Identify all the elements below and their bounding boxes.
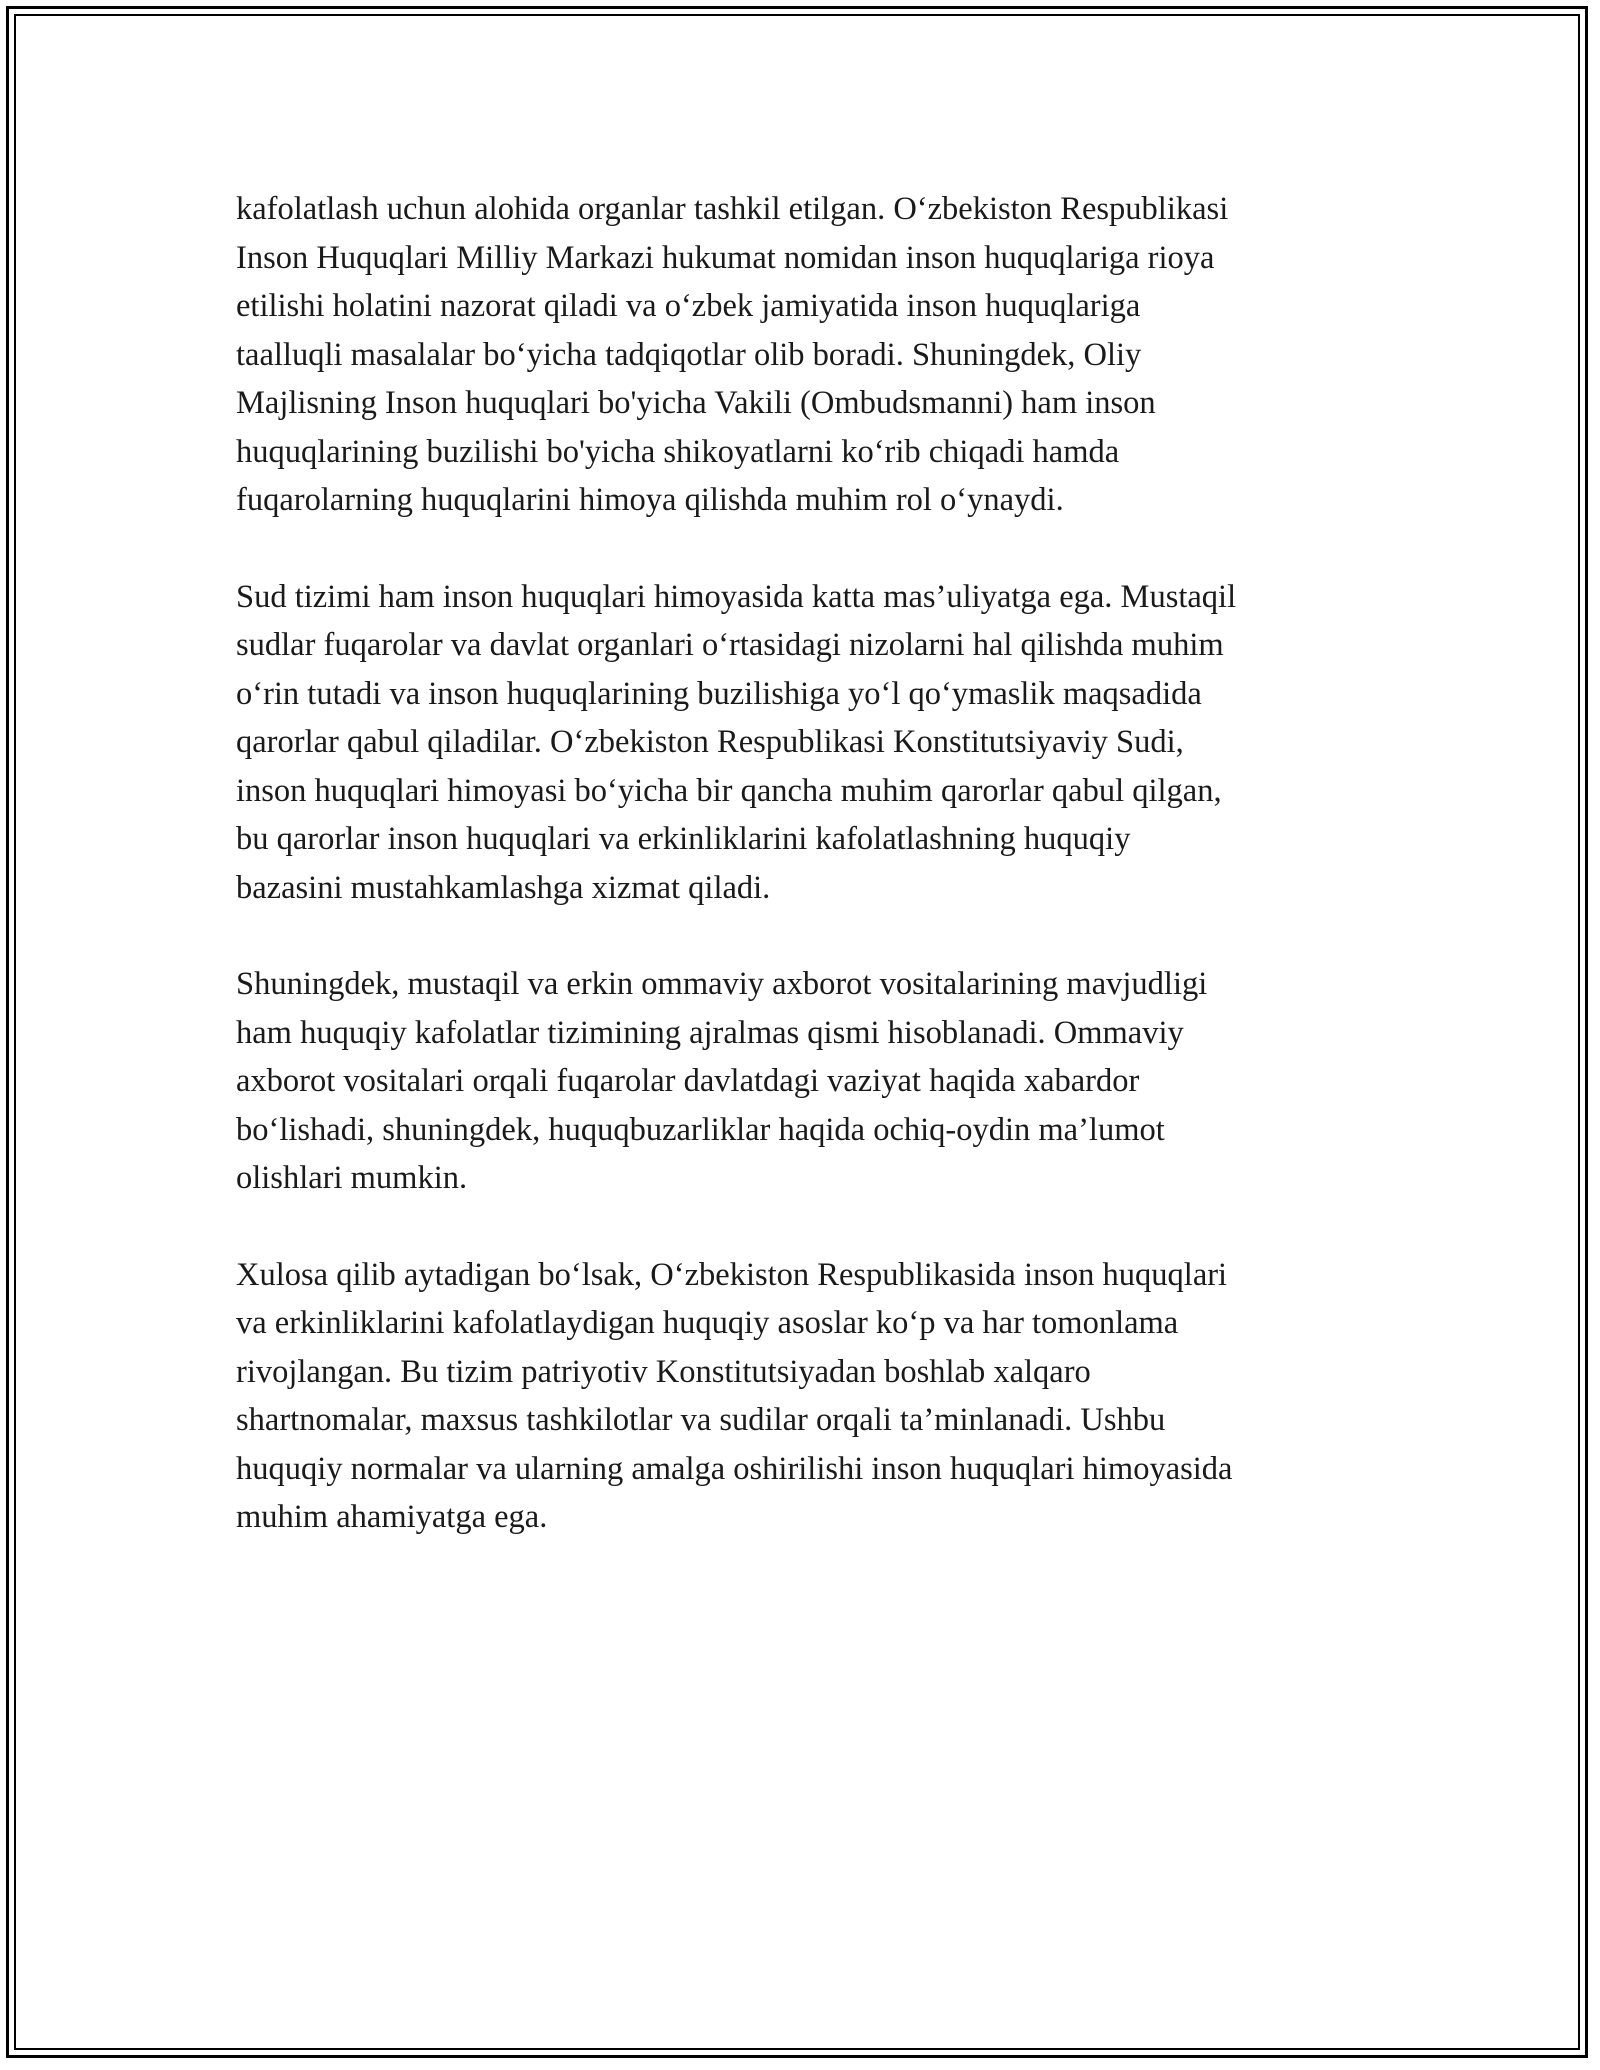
paragraph-human-rights-institutions: kafolatlash uchun alohida organlar tashkil etilgan. O‘zbekiston Respublikasi Inson Huquqlari Milliy Markazi hukumat nomidan inson huquqlariga rioya etilishi holatini nazorat qiladi va o‘zbek jamiyatida inson huquqlariga taalluqli masalalar bo‘yicha tadqiqotlar olib boradi. Shuningdek, Oliy Majlisning Inson huquqlari bo'yicha Vakili (Ombudsmanni) ham inson huquqlarining buzilishi bo'yicha shikoyatlarni ko‘rib chiqadi hamda fuqarolarning huquqlarini himoya qilishda muhim rol o‘ynaydi. [236, 191, 1229, 518]
paragraph-conclusion: Xulosa qilib aytadigan bo‘lsak, O‘zbekiston Respublikasida inson huquqlari va erkinliklarini kafolatlaydigan huquqiy asoslar ko‘p va har tomonlama rivojlangan. Bu tizim patriyotiv Konstitutsiyadan boshlab xalqaro shartnomalar, maxsus tashkilotlar va sudilar orqali ta’minlanadi. Ushbu huquqiy normalar va ularning amalga oshirilishi inson huquqlari himoyasida muhim ahamiyatga ega. [236, 1256, 1233, 1535]
document-body [236, 185, 1396, 1590]
paragraph-judicial-system: Sud tizimi ham inson huquqlari himoyasida katta mas’uliyatga ega. Mustaqil sudlar fuqarolar va davlat organlari o‘rtasidagi nizolarni hal qilishda muhim o‘rin tutadi va inson huquqlarining buzilishiga yo‘l qo‘ymaslik maqsadida qarorlar qabul qiladilar. O‘zbekiston Respublikasi Konstitutsiyaviy Sudi, inson huquqlari himoyasi bo‘yicha bir qancha muhim qarorlar qabul qilgan, bu qarorlar inson huquqlari va erkinliklarini kafolatlashning huquqiy bazasini mustahkamlashga xizmat qiladi. [236, 578, 1237, 906]
paragraph-mass-media: Shuningdek, mustaqil va erkin ommaviy axborot vositalarining mavjudligi ham huquqiy kafolatlar tizimining ajralmas qismi hisoblanadi. Ommaviy axborot vositalari orqali fuqarolar davlatdagi vaziyat haqida xabardor bo‘lishadi, shuningdek, huquqbuzarliklar haqida ochiq-oydin ma’lumot olishlari mumkin. [236, 966, 1208, 1196]
